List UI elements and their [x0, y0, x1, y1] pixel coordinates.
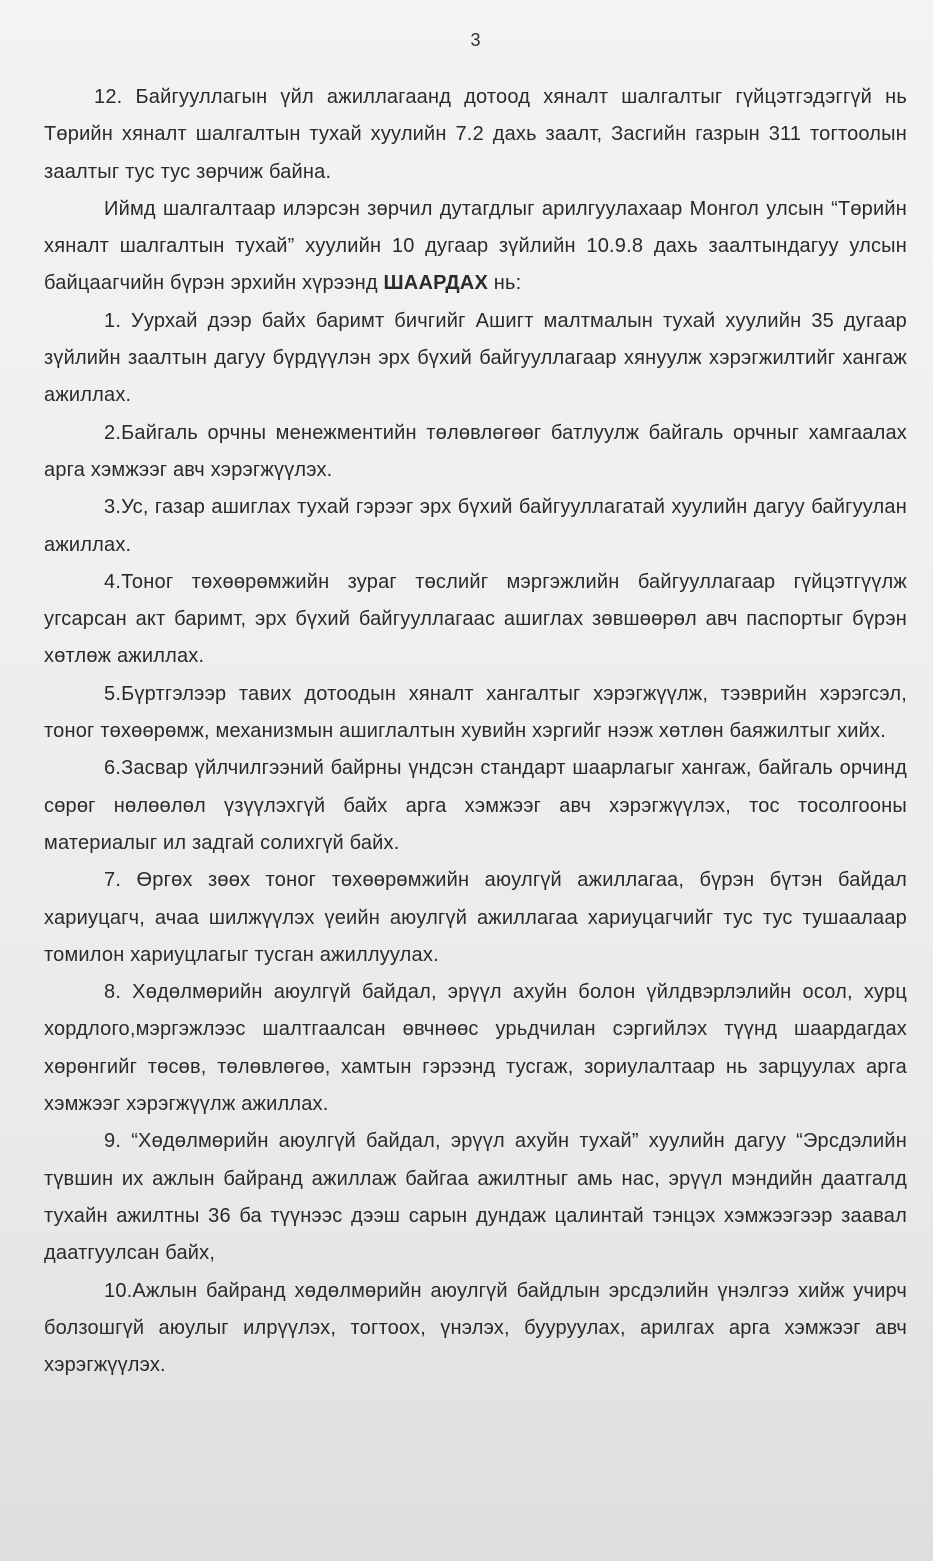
requirement-item-4: 4.Тоног төхөөрөмжийн зураг төслийг мэргэжлийн байгууллагаар гүйцэтгүүлж угсарсан акт баримт, эрх бүхий байгууллагаас ашиглах зөвшөөрөл авч паспортыг бүрэн хөтлөж ажиллах. — [44, 570, 907, 668]
requirement-item-8: 8. Хөдөлмөрийн аюулгүй байдал, эрүүл ахуйн болон үйлдвэрлэлийн осол, хурц хордлого,мэргэжлээс шалтгаалсан өвчнөөс урьдчилан сэргийлэх түүнд шаардагдах хөрөнгийг төсөв, төлөвлөгөө, хамтын гэрээнд тусгаж, зориулалтаар нь зарцуулах арга хэмжээг хэрэгжүүлж ажиллах. — [44, 981, 907, 1116]
requirement-item-2: 2.Байгаль орчны менежментийн төлөвлөгөөг батлуулж байгаль орчныг хамгаалах арга хэмжээг авч хэрэгжүүлэх. — [44, 421, 907, 481]
requirement-item-7: 7. Өргөх зөөх тоног төхөөрөмжийн аюулгүй ажиллагаа, бүрэн бүтэн байдал хариуцагч, ачаа шилжүүлэх үеийн аюулгүй ажиллагаа хариуцагчийг тус тус тушаалаар томилон хариуцлагыг тусган ажиллуулах. — [44, 869, 907, 966]
intro-suffix: нь: — [493, 272, 522, 295]
intro-text: Иймд шалгалтаар илэрсэн зөрчил дутагдлыг арилгуулахаар Монгол улсын “Төрийн хяналт шалгалтын тухай” хуулийн 10 дугаар зүйлийн 10.9.8 дахь заалтындагуу улсын байцаагчийн бүрэн эрхийн хүрээнд — [44, 197, 907, 295]
requirement-item-5: 5.Бүртгэлээр тавих дотоодын хяналт хангалтыг хэрэгжүүлж, тээврийн хэрэгсэл, тоног төхөөрөмж, механизмын ашиглалтын хувийн хэргийг нээж хөтлөн баяжилтыг хийх. — [44, 682, 907, 743]
document-body — [44, 79, 907, 1384]
page-number: 3 — [470, 30, 481, 50]
demand-keyword: ШААРДАХ — [383, 272, 488, 295]
finding-paragraph-12: 12. Байгууллагын үйл ажиллагаанд дотоод хяналт шалгалтыг гүйцэтгэдэггүй нь Төрийн хяналт шалгалтын тухай хуулийн 7.2 дахь заалт, Засгийн газрын 311 тогтоолын заалтыг тус тус зөрчиж байна. — [44, 86, 907, 183]
requirement-item-10: 10.Ажлын байранд хөдөлмөрийн аюулгүй байдлын эрсдэлийн үнэлгээ хийж учирч болзошгүй аюулыг илрүүлэх, тогтоох, үнэлэх, бууруулах, арилгах арга хэмжээг авч хэрэгжүүлэх. — [44, 1279, 907, 1377]
requirement-item-6: 6.Засвар үйлчилгээний байрны үндсэн стандарт шаарлагыг хангаж, байгаль орчинд сөрөг нөлөөлөл үзүүлэхгүй байх арга хэмжээг авч хэрэгжүүлэх, тос тосолгооны материалыг ил задгай солихгүй байх. — [44, 757, 907, 854]
requirement-item-1: 1. Уурхай дээр байх баримт бичгийг Ашигт малтмалын тухай хуулийн 35 дугаар зүйлийн заалтын дагуу бүрдүүлэн эрх бүхий байгууллагаар хянуулж хэрэгжилтийг хангаж ажиллах. — [44, 309, 907, 407]
requirement-item-3: 3.Ус, газар ашиглах тухай гэрээг эрх бүхий байгууллагатай хуулийн дагуу байгуулан ажиллах. — [44, 496, 907, 556]
requirement-intro-paragraph — [44, 191, 907, 303]
requirement-item-9: 9. “Хөдөлмөрийн аюулгүй байдал, эрүүл ахуйн тухай” хуулийн дагуу “Эрсдэлийн түвшин их ажлын байранд ажиллаж байгаа ажилтныг амь нас, эрүүл мэндийн даатгалд тухайн ажилтны 36 ба түүнээс дээш сарын дундаж цалинтай тэнцэх хэмжээгээр заавал даатгуулсан байх, — [44, 1130, 907, 1265]
